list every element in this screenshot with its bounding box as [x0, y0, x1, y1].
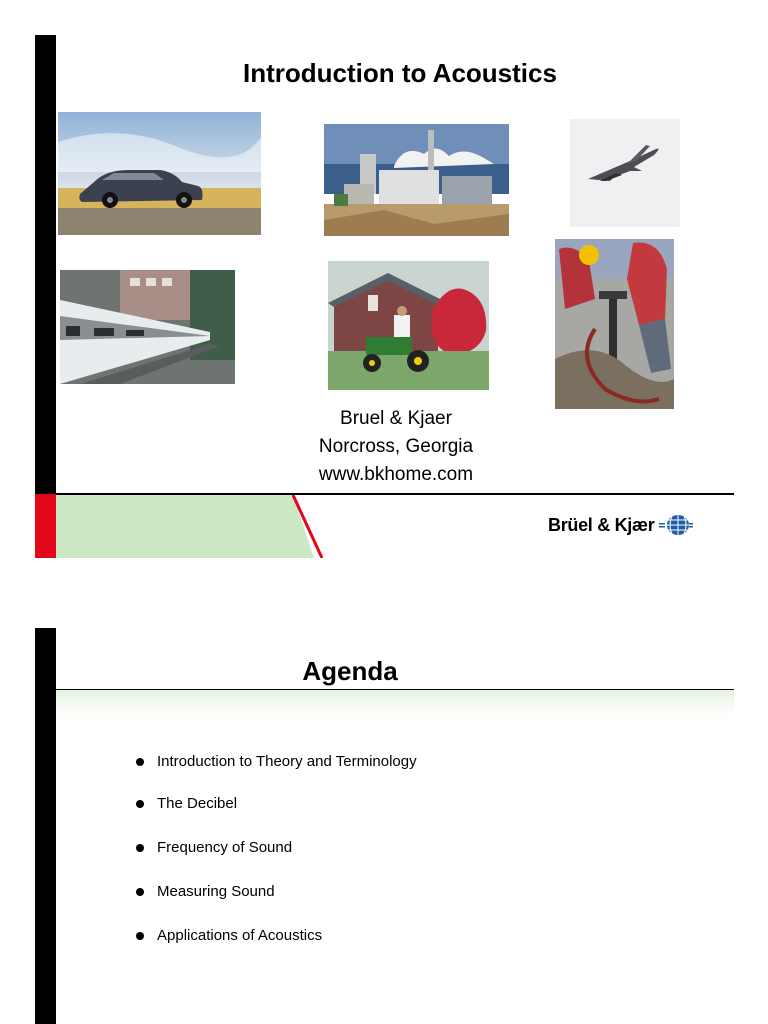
- list-item: The Decibel: [136, 794, 417, 838]
- left-black-bar: [35, 628, 56, 1024]
- company-website: www.bkhome.com: [318, 464, 474, 485]
- bullet-icon: [136, 800, 144, 808]
- bruel-kjaer-logo: [548, 512, 694, 538]
- list-item: Introduction to Theory and Terminology: [136, 752, 417, 794]
- agenda-slide: [0, 626, 768, 1024]
- lawn-mower-photo: [328, 261, 489, 390]
- train-photo: [60, 270, 235, 384]
- agenda-list: [136, 752, 417, 970]
- slide-title: Introduction to Acoustics: [243, 58, 557, 88]
- logo-text: Brüel & Kjær: [548, 514, 655, 535]
- bullet-icon: [136, 758, 144, 766]
- left-black-bar: [35, 35, 56, 495]
- title-fade-band: [56, 690, 734, 716]
- bullet-icon: [136, 888, 144, 896]
- jackhammer-photo: [555, 239, 674, 409]
- bullet-icon: [136, 932, 144, 940]
- list-item: Applications of Acoustics: [136, 926, 417, 970]
- presenter-info: [246, 405, 546, 489]
- airplane-photo: [570, 119, 680, 227]
- company-location: Norcross, Georgia: [318, 436, 474, 457]
- company-name: Bruel & Kjaer: [340, 408, 452, 429]
- footer-green-band: [56, 495, 324, 558]
- list-item: Frequency of Sound: [136, 838, 417, 882]
- globe-icon: [658, 514, 694, 536]
- list-item: Measuring Sound: [136, 882, 417, 926]
- bullet-icon: [136, 844, 144, 852]
- left-red-block: [35, 494, 56, 558]
- car-photo: [58, 112, 261, 235]
- factory-photo: [324, 124, 509, 236]
- agenda-title: Agenda: [302, 656, 398, 686]
